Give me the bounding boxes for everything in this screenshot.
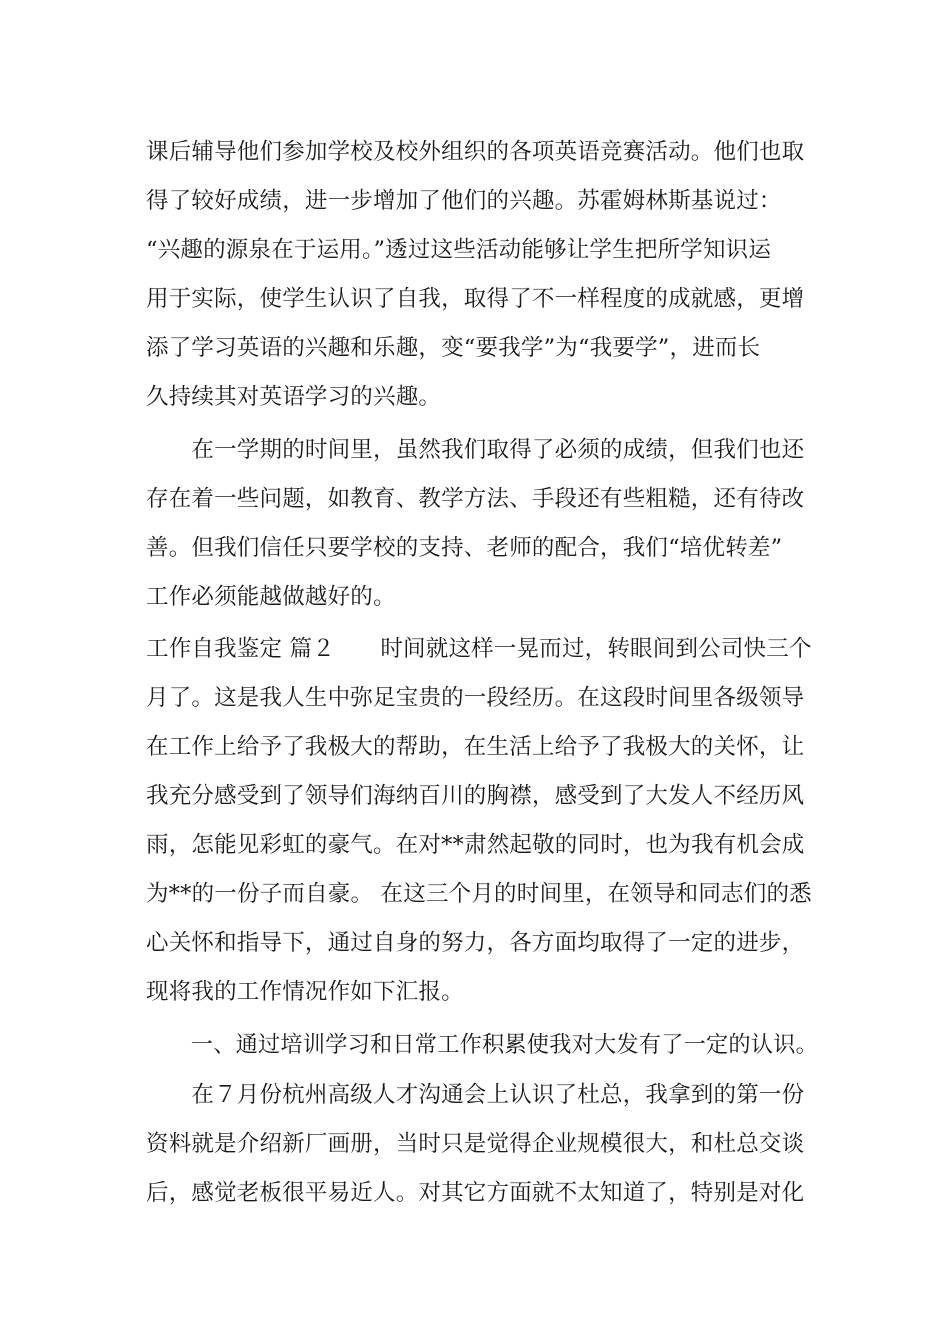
paragraph-line: 在７月份杭州高级人才沟通会上认识了杜总，我拿到的第一份 bbox=[146, 1082, 805, 1108]
paragraph-line: 一、通过培训学习和日常工作积累使我对大发有了一定的认识。 bbox=[146, 1032, 819, 1058]
paragraph-line: 在一学期的时间里，虽然我们取得了必须的成绩，但我们也还 bbox=[146, 437, 805, 463]
paragraph-line: 存在着一些问题，如教育、教学方法、手段还有些粗糙，还有待改 bbox=[146, 486, 805, 512]
section-heading-line: 工作自我鉴定 篇２ 时间就这样一晃而过，转眼间到公司快三个 bbox=[146, 636, 812, 662]
paragraph-line: 为**的一份子而自豪。 在这三个月的时间里，在领导和同志们的悉 bbox=[146, 881, 812, 907]
paragraph-line: 久持续其对英语学习的兴趣。 bbox=[146, 384, 442, 410]
paragraph-line: “兴趣的源泉在于运用。”透过这些活动能够让学生把所学知识运 bbox=[146, 237, 772, 263]
paragraph-line: 课后辅导他们参加学校及校外组织的各项英语竞赛活动。他们也取 bbox=[146, 139, 805, 165]
paragraph-line: 添了学习英语的兴趣和乐趣，变“要我学”为“我要学”，进而长 bbox=[146, 335, 761, 361]
paragraph-line: 我充分感受到了领导们海纳百川的胸襟，感受到了大发人不经历风 bbox=[146, 783, 805, 809]
paragraph-line: 用于实际，使学生认识了自我，取得了不一样程度的成就感，更增 bbox=[146, 286, 805, 312]
paragraph-line: 后，感觉老板很平易近人。对其它方面就不太知道了，特别是对化 bbox=[146, 1180, 805, 1206]
paragraph-line: 心关怀和指导下，通过自身的努力，各方面均取得了一定的进步， bbox=[146, 930, 805, 956]
paragraph-line: 工作必须能越做越好的。 bbox=[146, 584, 396, 610]
paragraph-line: 现将我的工作情况作如下汇报。 bbox=[146, 979, 464, 1005]
paragraph-line: 月了。这是我人生中弥足宝贵的一段经历。在这段时间里各级领导 bbox=[146, 685, 805, 711]
paragraph-line: 雨，怎能见彩虹的豪气。在对**肃然起敬的同时，也为我有机会成 bbox=[146, 832, 805, 858]
paragraph-line: 得了较好成绩，进一步增加了他们的兴趣。苏霍姆林斯基说过： bbox=[146, 188, 782, 214]
paragraph-line: 资料就是介绍新厂画册，当时只是觉得企业规模很大，和杜总交谈 bbox=[146, 1131, 805, 1157]
paragraph-line: 善。但我们信任只要学校的支持、老师的配合，我们“培优转差” bbox=[146, 535, 783, 561]
paragraph-line: 在工作上给予了我极大的帮助，在生活上给予了我极大的关怀，让 bbox=[146, 734, 805, 760]
